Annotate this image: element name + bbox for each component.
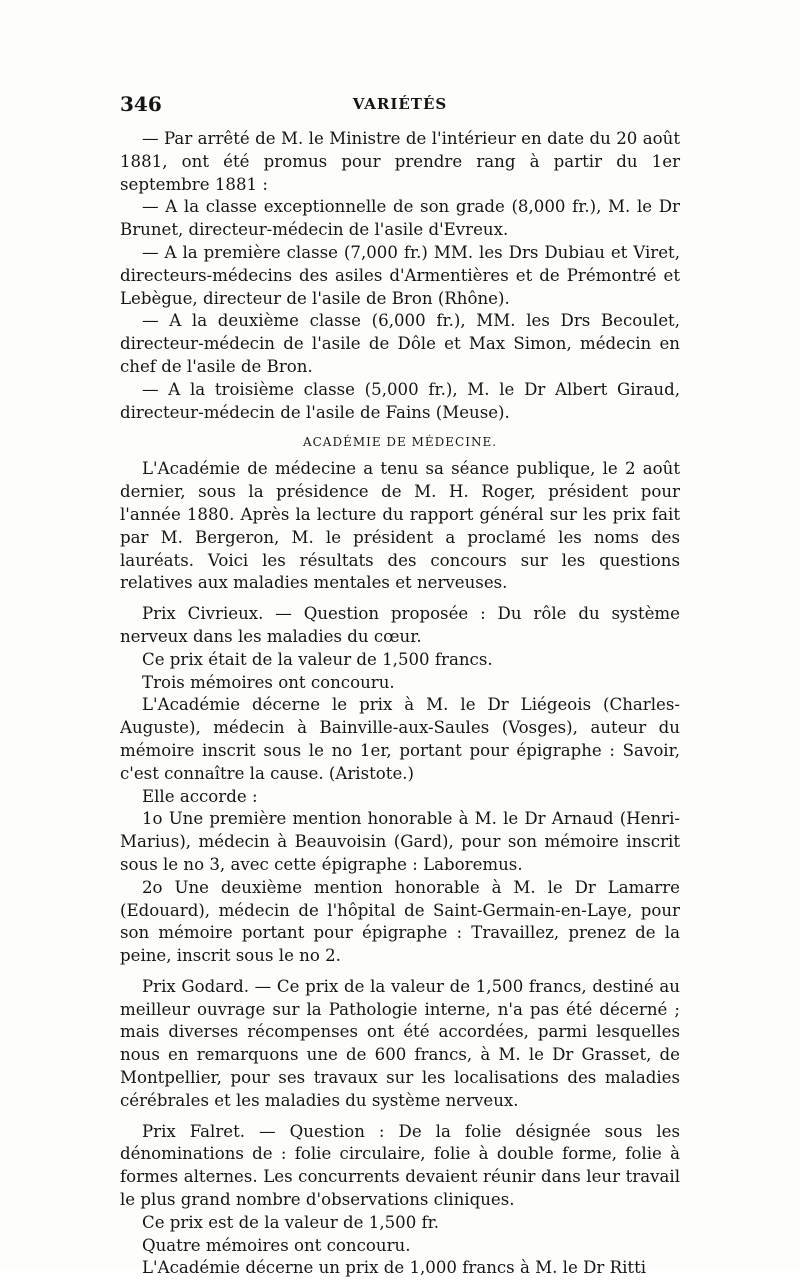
paragraph-second-class: — A la deuxième classe (6,000 fr.), MM. les Drs Becoulet, directeur-médecin de l'asile de Dôle et Max Simon, médecin en chef de l'asile de Bron. — [120, 311, 680, 376]
paragraph-promotion-decree: — Par arrêté de M. le Ministre de l'intérieur en date du 20 août 1881, ont été promus pour prendre rang à partir du 1er septembre 1881 : — [120, 129, 680, 194]
paragraph-prize-value: Ce prix était de la valeur de 1,500 francs. — [142, 649, 493, 669]
paragraph-first-class: — A la première classe (7,000 fr.) MM. les Drs Dubiau et Viret, directeurs-médecins des asiles d'Armentières et de Prémontré et Lebègue, directeur de l'asile de Bron (Rhône). — [120, 242, 680, 308]
paragraph-ritti-award: L'Académie décerne un prix de 1,000 francs à M. le Dr Ritti — [142, 1258, 647, 1278]
paragraph-prix-godard: Prix Godard. — Ce prix de la valeur de 1,500 francs, destiné au meilleur ouvrage sur la Pathologie interne, n'a pas été décerné ; mais diverses récompenses ont été accordées, parmi lesquelles nous en remarquons une de 600 francs, à M. le Dr Grasset, de Montpellier, pour ses travaux sur les localisations des maladies cérébrales et les maladies du système nerveux. — [120, 976, 680, 1110]
paragraph-falret-value: Ce prix est de la valeur de 1,500 fr. — [142, 1212, 440, 1232]
page-body — [120, 128, 680, 1280]
paragraph-liegeois-award: L'Académie décerne le prix à M. le Dr Liégeois (Charles-Auguste), médecin à Bainville-aux-Saules (Vosges), auteur du mémoire inscrit sous le no 1er, portant pour épigraphe : Savoir, c'est connaître la cause. (Aristote.) — [120, 695, 680, 783]
page-header — [120, 92, 680, 116]
paragraph-second-mention: 2o Une deuxième mention honorable à M. le Dr Lamarre (Edouard), médecin de l'hôpital de Saint-Germain-en-Laye, pour son mémoire portant pour épigraphe : Travaillez, prenez de la peine, inscrit sous le no 2. — [120, 877, 680, 966]
paragraph-exceptional-class: — A la classe exceptionnelle de son grade (8,000 fr.), M. le Dr Brunet, directeur-médecin de l'asile d'Evreux. — [120, 197, 680, 240]
paragraph-three-memoirs: Trois mémoires ont concouru. — [142, 672, 395, 692]
paragraph-prix-civrieux: Prix Civrieux. — Question proposée : Du rôle du système nerveux dans les maladies du cœur. — [120, 604, 680, 646]
paragraph-academy-session: L'Académie de médecine a tenu sa séance publique, le 2 août dernier, sous la présidence de M. H. Roger, président pour l'année 1880. Après la lecture du rapport général sur les prix fait par M. Bergeron, M. le président a proclamé les noms des lauréats. Voici les résultats des concours sur les questions relatives aux maladies mentales et nerveuses. — [120, 459, 680, 593]
running-head: VARIÉTÉS — [352, 95, 448, 113]
paragraph-elle-accorde: Elle accorde : — [142, 786, 258, 806]
paragraph-four-memoirs: Quatre mémoires ont concouru. — [142, 1235, 411, 1255]
paragraph-prix-falret: Prix Falret. — Question : De la folie désignée sous les dénominations de : folie circulaire, folie à double forme, folie à formes alternes. Les concurrents devaient réunir dans leur travail le plus grand nombre d'observations cliniques. — [120, 1121, 680, 1210]
paragraph-third-class: — A la troisième classe (5,000 fr.), M. le Dr Albert Giraud, directeur-médecin de l'asile de Fains (Meuse). — [120, 379, 680, 422]
page-number: 346 — [120, 92, 162, 116]
section-title: ACADÉMIE DE MÉDECINE. — [302, 435, 498, 450]
paragraph-first-mention: 1o Une première mention honorable à M. le Dr Arnaud (Henri-Marius), médecin à Beauvoisin (Gard), pour son mémoire inscrit sous le no 3, avec cette épigraphe : Laboremus. — [120, 809, 680, 874]
